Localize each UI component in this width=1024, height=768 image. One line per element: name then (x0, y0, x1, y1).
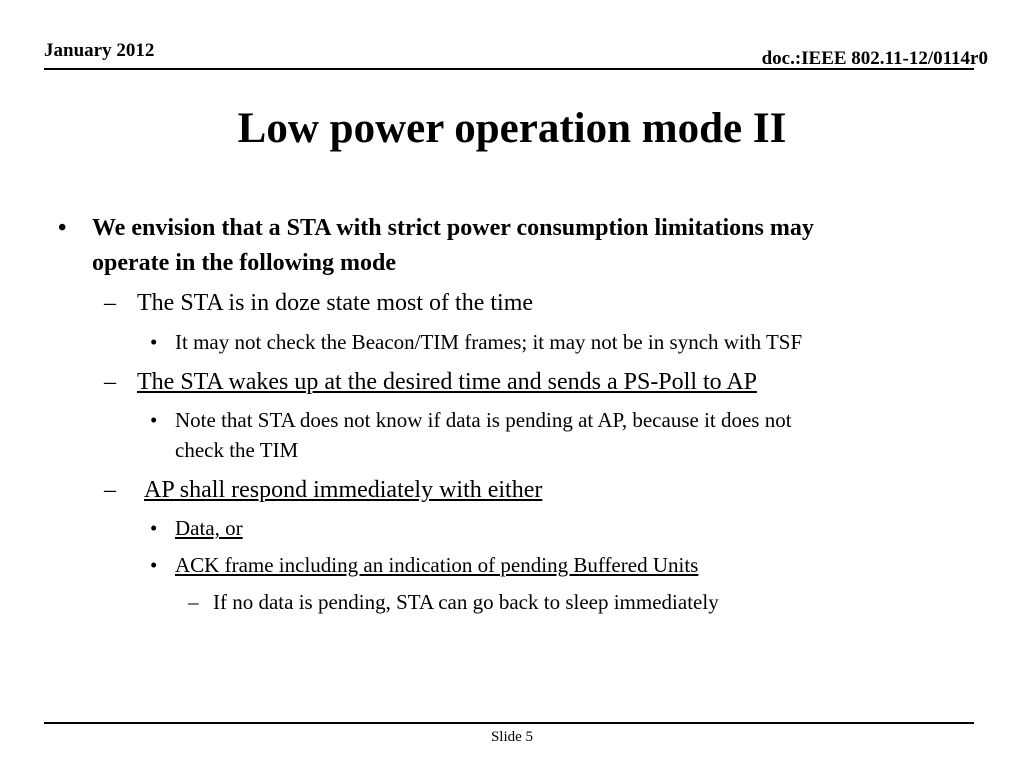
sub-sub-bullet-beacon: It may not check the Beacon/TIM frames; it may not be in synch with TSF (175, 330, 803, 354)
level4-bullet-sleep: If no data is pending, STA can go back to sleep immediately (213, 590, 719, 614)
slide-title: Low power operation mode II (237, 105, 787, 152)
footer-divider (44, 722, 974, 724)
sub-sub-bullet-note-line1: Note that STA does not know if data is pending at AP, because it does not (175, 408, 792, 432)
bullet-marker: • (58, 215, 67, 241)
header-divider (44, 68, 974, 70)
bullet-main-line1: We envision that a STA with strict power consumption limitations may (92, 215, 814, 241)
dash-marker: – (104, 290, 116, 316)
sub-bullet-wakes-up: The STA wakes up at the desired time and sends a PS-Poll to AP (137, 369, 758, 395)
header-date: January 2012 (44, 40, 155, 61)
sub-sub-bullet-data: Data, or (175, 516, 243, 540)
dash-marker: – (188, 590, 199, 614)
sub-bullet-doze-state: The STA is in doze state most of the time (137, 290, 534, 316)
sub-sub-bullet-ack-frame: ACK frame including an indication of pending Buffered Units (175, 553, 699, 577)
bullet-main-line2: operate in the following mode (92, 250, 396, 276)
header-doc-id: doc.:IEEE 802.11-12/0114r0 (761, 48, 988, 69)
dash-marker: – (104, 477, 116, 503)
dash-marker: – (104, 369, 116, 395)
bullet-marker: • (150, 516, 158, 540)
sub-sub-bullet-note-line2: check the TIM (175, 438, 299, 462)
bullet-marker: • (150, 408, 158, 432)
bullet-marker: • (150, 553, 158, 577)
slide-number: Slide 5 (490, 729, 534, 745)
sub-bullet-ap-respond: AP shall respond immediately with either (144, 477, 543, 503)
bullet-marker: • (150, 330, 158, 354)
